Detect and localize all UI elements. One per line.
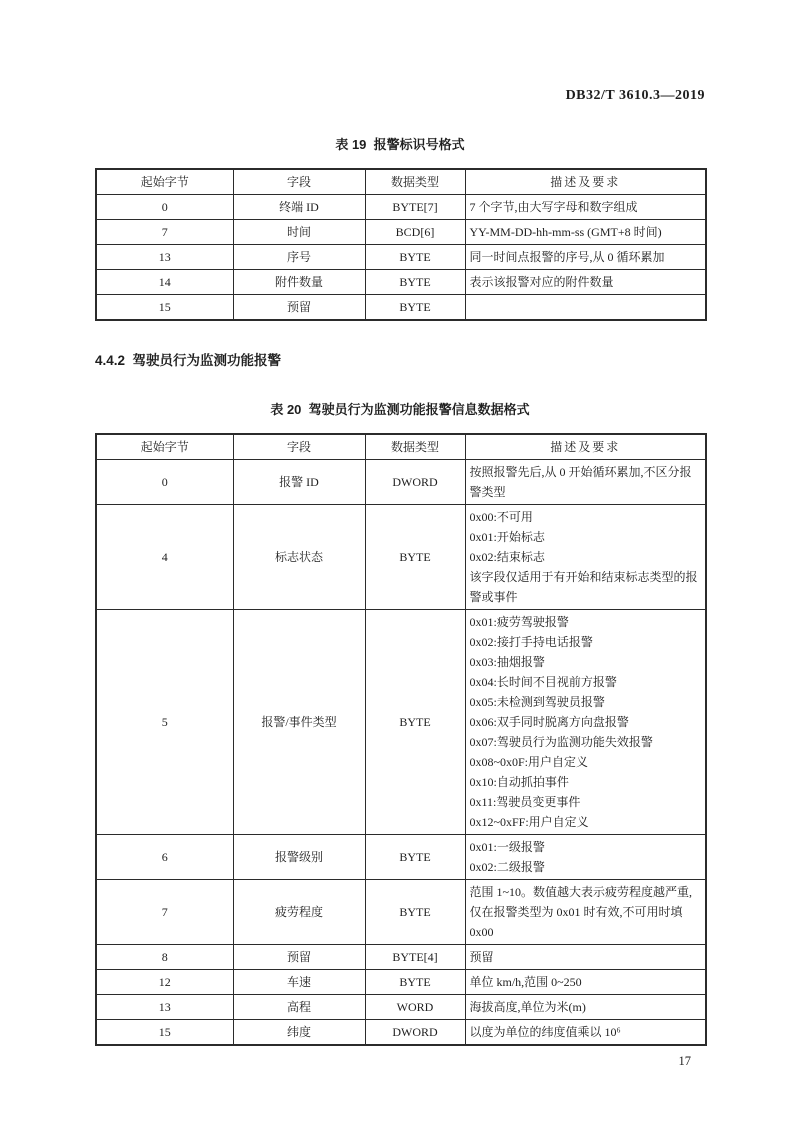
table-row [96,970,706,995]
cell-description [465,245,706,270]
cell-data-type: BYTE [365,270,465,295]
column-header: 数据类型 [365,434,465,460]
description-line: 按照报警先后,从 0 开始循环累加,不区分报警类型 [469,465,692,499]
cell-data-type: BYTE[7] [365,195,465,220]
table-row [96,880,706,945]
cell-field: 疲劳程度 [233,880,365,945]
cell-field: 终端 ID [233,195,365,220]
column-header: 字段 [233,169,365,195]
cell-data-type: BYTE [365,970,465,995]
description-line: 以度为单位的纬度值乘以 10⁶ [469,1025,621,1039]
description-line: 0x04:长时间不目视前方报警 [469,675,617,689]
table19-title: 表 19 报警标识号格式 [335,137,465,152]
cell-data-type: WORD [365,995,465,1020]
table20 [95,433,707,1046]
description-line: 7 个字节,由大写字母和数字组成 [469,200,638,214]
cell-field: 报警 ID [233,460,365,505]
table-row [96,245,706,270]
description-line: 0x08~0x0F:用户自定义 [469,755,589,769]
cell-description [465,220,706,245]
description-line: 范围 1~10。数值越大表示疲劳程度越严重,仅在报警类型为 0x01 时有效,不可用时填 0x00 [469,885,692,939]
cell-description [465,945,706,970]
table-row [96,610,706,835]
cell-start-byte: 13 [96,995,233,1020]
table-row [96,195,706,220]
cell-field: 预留 [233,295,365,321]
description-line: 0x07:驾驶员行为监测功能失效报警 [469,735,653,749]
description-line: 0x05:未检测到驾驶员报警 [469,695,605,709]
description-line: 预留 [469,950,494,964]
table-row [96,295,706,321]
description-line: 海拔高度,单位为米(m) [469,1000,586,1014]
document-code: DB32/T 3610.3—2019 [565,88,705,103]
cell-start-byte: 14 [96,270,233,295]
description-line: 0x03:抽烟报警 [469,655,545,669]
description-line: 0x10:自动抓拍事件 [469,775,569,789]
column-header: 描述及要求 [465,169,706,195]
cell-data-type: BYTE [365,505,465,610]
cell-start-byte: 15 [96,1020,233,1046]
column-header: 数据类型 [365,169,465,195]
table19-body [96,195,706,321]
table-row [96,945,706,970]
cell-start-byte: 6 [96,835,233,880]
cell-data-type: DWORD [365,460,465,505]
cell-description [465,195,706,220]
cell-data-type: BYTE [365,835,465,880]
cell-data-type: BYTE [365,295,465,321]
table-row [96,835,706,880]
cell-description [465,295,706,321]
cell-field: 纬度 [233,1020,365,1046]
table19 [95,168,707,321]
cell-data-type: BYTE [365,880,465,945]
column-header: 起始字节 [96,434,233,460]
description-line: 0x12~0xFF:用户自定义 [469,815,589,829]
cell-start-byte: 0 [96,195,233,220]
cell-description [465,610,706,835]
table-row [96,1020,706,1046]
description-line: 0x01:开始标志 [469,530,545,544]
cell-description [465,880,706,945]
description-line: 0x02:二级报警 [469,860,545,874]
cell-field: 时间 [233,220,365,245]
cell-description [465,995,706,1020]
section-heading: 4.4.2 驾驶员行为监测功能报警 [95,353,282,368]
cell-field: 车速 [233,970,365,995]
table-row [96,505,706,610]
cell-field: 报警/事件类型 [233,610,365,835]
description-line: 该字段仅适用于有开始和结束标志类型的报警或事件 [469,570,698,604]
table20-header-row [96,434,706,460]
column-header: 字段 [233,434,365,460]
description-line: 0x06:双手同时脱离方向盘报警 [469,715,629,729]
cell-field: 报警级别 [233,835,365,880]
description-line: 单位 km/h,范围 0~250 [469,975,582,989]
description-line: YY-MM-DD-hh-mm-ss (GMT+8 时间) [469,225,662,239]
description-line: 0x01:疲劳驾驶报警 [469,615,569,629]
cell-field: 高程 [233,995,365,1020]
cell-description [465,835,706,880]
cell-field: 序号 [233,245,365,270]
table19-header-row [96,169,706,195]
description-line: 0x00:不可用 [469,510,533,524]
cell-start-byte: 12 [96,970,233,995]
description-line: 表示该报警对应的附件数量 [469,275,614,289]
cell-field: 附件数量 [233,270,365,295]
column-header: 起始字节 [96,169,233,195]
cell-field: 标志状态 [233,505,365,610]
cell-description [465,460,706,505]
cell-start-byte: 8 [96,945,233,970]
table-row [96,270,706,295]
cell-start-byte: 5 [96,610,233,835]
cell-description [465,505,706,610]
page-number: 17 [678,1054,691,1068]
column-header: 描述及要求 [465,434,706,460]
table19-header [96,169,706,195]
cell-data-type: DWORD [365,1020,465,1046]
description-line: 同一时间点报警的序号,从 0 循环累加 [469,250,665,264]
cell-data-type: BYTE[4] [365,945,465,970]
table-row [96,220,706,245]
table-row [96,995,706,1020]
table20-header [96,434,706,460]
cell-data-type: BYTE [365,245,465,270]
cell-start-byte: 0 [96,460,233,505]
cell-data-type: BCD[6] [365,220,465,245]
cell-description [465,970,706,995]
cell-start-byte: 15 [96,295,233,321]
description-line: 0x02:结束标志 [469,550,545,564]
cell-start-byte: 7 [96,880,233,945]
cell-start-byte: 7 [96,220,233,245]
cell-start-byte: 4 [96,505,233,610]
cell-field: 预留 [233,945,365,970]
cell-description [465,1020,706,1046]
description-line: 0x01:一级报警 [469,840,545,854]
cell-start-byte: 13 [96,245,233,270]
table20-body [96,460,706,1046]
description-line: 0x11:驾驶员变更事件 [469,795,581,809]
description-line: 0x02:接打手持电话报警 [469,635,593,649]
table-row [96,460,706,505]
cell-description [465,270,706,295]
table20-title: 表 20 驾驶员行为监测功能报警信息数据格式 [270,402,530,417]
cell-data-type: BYTE [365,610,465,835]
